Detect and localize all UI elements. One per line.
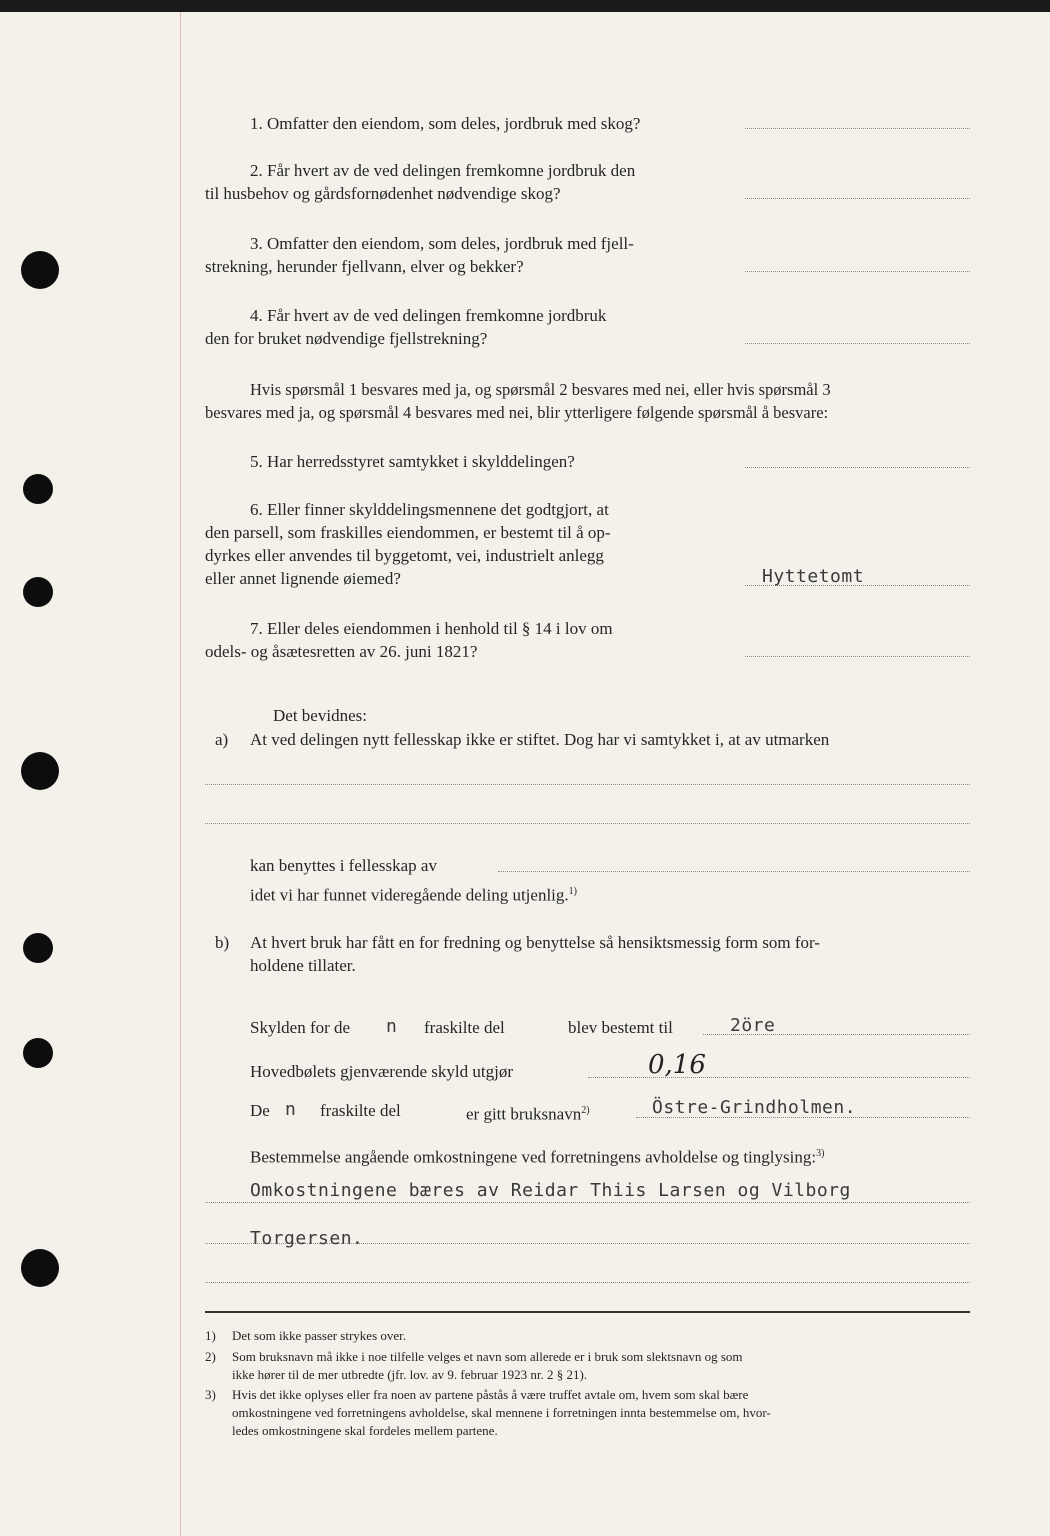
- footnote-mark-3: 3): [205, 1387, 216, 1402]
- punch-hole: [23, 933, 53, 963]
- skyld-fill-1: n: [386, 1016, 398, 1037]
- item-a-fill-line-1[interactable]: [205, 784, 970, 785]
- question-4-answer-line[interactable]: [745, 343, 970, 344]
- cost-fill-line-1[interactable]: [205, 1202, 970, 1203]
- deemed-text: idet vi har funnet videregående deling utjenlig.$^{1)}$: [250, 885, 577, 905]
- skyld-label-2: fraskilte del: [424, 1018, 505, 1037]
- footnote-1-line-1: Det som ikke passer strykes over.: [232, 1328, 407, 1343]
- shared-use-fill-line[interactable]: [498, 871, 970, 872]
- question-4-line-2: den for bruket nødvendige fjellstrekning?: [205, 329, 488, 348]
- footnote-mark-1: 1): [205, 1328, 216, 1343]
- punch-hole: [21, 1249, 59, 1287]
- remaining-fill-line[interactable]: [588, 1077, 970, 1078]
- punch-hole: [23, 1038, 53, 1068]
- punch-hole: [21, 752, 59, 790]
- footnote-2-line-1: Som bruksnavn må ikke i noe tilfelle velges et navn som allerede er i bruk som slektsnavn og som: [232, 1349, 743, 1364]
- farm-name: Östre-Grindholmen.: [652, 1097, 857, 1118]
- item-b-line-2: holdene tillater.: [250, 956, 356, 975]
- question-5-answer-line[interactable]: [745, 467, 970, 468]
- remaining-value: 0,16: [648, 1050, 706, 1080]
- skyld-label-1: Skylden for de: [250, 1018, 351, 1037]
- cost-fill-line-3[interactable]: [205, 1282, 970, 1283]
- cost-text-line-2: Torgersen.: [250, 1228, 364, 1249]
- item-b-line-1: At hvert bruk har fått en for fredning og benyttelse så hensiktsmessig form som for-: [250, 933, 820, 952]
- question-5-line-1: 5. Har herredsstyret samtykket i skylddelingen?: [250, 452, 575, 471]
- punch-hole: [23, 474, 53, 504]
- name-label-1: De: [250, 1101, 270, 1120]
- name-label-2: fraskilte del: [320, 1101, 401, 1120]
- item-a-marker: a): [215, 730, 229, 749]
- footnote-3-line-1: Hvis det ikke oplyses eller fra noen av partene påstås å være truffet avtale om, hvem som skal bære: [232, 1387, 749, 1402]
- item-a-text: At ved delingen nytt fellesskap ikke er stiftet. Dog har vi samtykket i, at av utmarken: [250, 730, 830, 749]
- question-3-line-1: 3. Omfatter den eiendom, som deles, jordbruk med fjell-: [250, 234, 634, 253]
- footnote-2-line-2: ikke hører til de mer utbredte (jfr. lov. av 9. februar 1923 nr. 2 § 21).: [232, 1367, 588, 1382]
- question-2-line-1: 2. Får hvert av de ved delingen fremkomne jordbruk den: [250, 161, 636, 180]
- footnote-3-line-2: omkostningene ved forretningens avholdelse, skal mennene i forretningen innta bestemmelse om, hvor-: [232, 1405, 771, 1420]
- question-6-line-3: dyrkes eller anvendes til byggetomt, vei, industrielt anlegg: [205, 546, 604, 565]
- item-a-fill-line-2[interactable]: [205, 823, 970, 824]
- footnote-mark-2: 2): [205, 1349, 216, 1364]
- question-7-line-1: 7. Eller deles eiendommen i henhold til § 14 i lov om: [250, 619, 613, 638]
- question-1-line-1: 1. Omfatter den eiendom, som deles, jordbruk med skog?: [250, 114, 641, 133]
- question-6-answer: Hyttetomt: [762, 566, 865, 587]
- certification-heading: Det bevidnes:: [273, 706, 367, 725]
- question-6-line-2: den parsell, som fraskilles eiendommen, er bestemt til å op-: [205, 523, 611, 542]
- question-6-line-4: eller annet lignende øiemed?: [205, 569, 401, 588]
- cost-text-line-1: Omkostningene bæres av Reidar Thiis Larsen og Vilborg: [250, 1180, 851, 1201]
- question-2-line-2: til husbehov og gårdsfornødenhet nødvendige skog?: [205, 184, 561, 203]
- question-1-answer-line[interactable]: [745, 128, 970, 129]
- question-4-line-1: 4. Får hvert av de ved delingen fremkomne jordbruk: [250, 306, 607, 325]
- question-7-answer-line[interactable]: [745, 656, 970, 657]
- cost-label: Bestemmelse angående omkostningene ved forretningens avholdelse og tinglysing:$^{3)}$: [250, 1147, 825, 1167]
- name-fill: n: [285, 1099, 297, 1120]
- skyld-label-3: blev bestemt til: [568, 1018, 673, 1037]
- shared-use-label: kan benyttes i fellesskap av: [250, 856, 437, 875]
- question-6-line-1: 6. Eller finner skylddelingsmennene det godtgjort, at: [250, 500, 609, 519]
- question-7-line-2: odels- og åsætesretten av 26. juni 1821?: [205, 642, 478, 661]
- footnote-separator: [205, 1311, 970, 1313]
- condition-line-2: besvares med ja, og spørsmål 4 besvares med nei, blir ytterligere følgende spørsmål å besvare:: [205, 403, 829, 422]
- punch-hole: [23, 577, 53, 607]
- condition-line-1: Hvis spørsmål 1 besvares med ja, og spørsmål 2 besvares med nei, eller hvis spørsmål 3: [250, 380, 831, 399]
- footnote-3-line-3: ledes omkostningene skal fordeles mellem partene.: [232, 1423, 498, 1438]
- remaining-label: Hovedbølets gjenværende skyld utgjør: [250, 1062, 513, 1081]
- margin-line: [180, 12, 181, 1536]
- skyld-value: 2öre: [730, 1015, 776, 1036]
- name-label-3: er gitt bruksnavn$^{2)}$: [466, 1104, 590, 1124]
- question-3-answer-line[interactable]: [745, 271, 970, 272]
- item-b-marker: b): [215, 933, 230, 952]
- question-2-answer-line[interactable]: [745, 198, 970, 199]
- question-3-line-2: strekning, herunder fjellvann, elver og bekker?: [205, 257, 524, 276]
- punch-hole: [21, 251, 59, 289]
